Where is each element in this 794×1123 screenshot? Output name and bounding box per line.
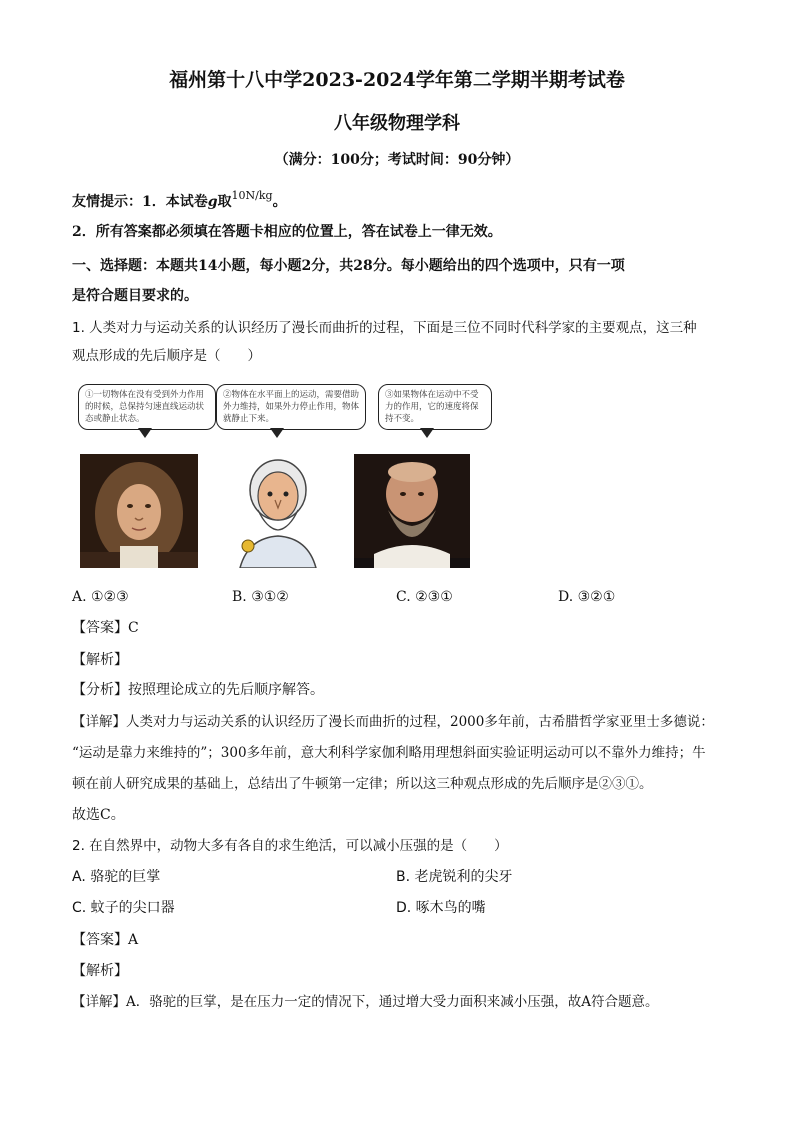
q2-stem: 2. 在自然界中，动物大多有各自的求生绝活，可以减小压强的是（ ）	[72, 838, 508, 854]
bubble-3: ③如果物体在运动中不受力的作用，它的速度将保持不变。	[378, 384, 492, 430]
q1-option-d: D. ③②①	[558, 589, 616, 605]
q2-answer: 【答案】A	[72, 932, 139, 948]
q1-xiangjie-2: “运动是靠力来维持的”；300多年前，意大利科学家伽利略用理想斜面实验证明运动可以不靠外力维持；牛	[72, 745, 706, 761]
bubble-3-tail	[420, 428, 434, 438]
bubble-1: ①一切物体在没有受到外力作用的时候，总保持匀速直线运动状态或静止状态。	[78, 384, 216, 430]
q1-stem-2: 观点形成的先后顺序是（ ）	[72, 348, 261, 364]
q2-xiangjie: 【详解】A．骆驼的巨掌，是在压力一定的情况下，通过增大受力面积来减小压强，故A符合题意。	[72, 994, 659, 1010]
q1-xiangjie-1: 【详解】人类对力与运动关系的认识经历了漫长而曲折的过程，2000多年前，古希腊哲学家亚里士多德说：	[72, 714, 714, 730]
tip-mid: 取	[217, 194, 232, 210]
q1-analysis-label: 【解析】	[72, 652, 128, 668]
q2-option-b: B. 老虎锐利的尖牙	[396, 869, 513, 885]
bubble-2: ②物体在水平面上的运动，需要借助外力维持，如果外力停止作用，物体就静止下来。	[216, 384, 366, 430]
q1-answer: 【答案】C	[72, 620, 139, 636]
g-value: 10N/kg	[231, 189, 273, 202]
bubble-2-tail	[270, 428, 284, 438]
q1-fenxi: 【分析】按照理论成立的先后顺序解答。	[72, 682, 324, 698]
q1-option-c: C. ②③①	[396, 589, 453, 605]
section-heading-2: 是符合题目要求的。	[72, 288, 198, 304]
bubble-1-tail	[138, 428, 152, 438]
section-heading-1: 一、选择题：本题共14小题，每小题2分，共28分。每小题给出的四个选项中，只有一项	[72, 258, 625, 274]
page-subtitle: 八年级物理学科	[334, 113, 460, 134]
aristotle-portrait	[218, 450, 338, 568]
g-symbol: g	[207, 194, 218, 210]
q1-option-b: B. ③①②	[232, 589, 289, 605]
q1-stem-1: 1. 人类对力与运动关系的认识经历了漫长而曲折的过程，下面是三位不同时代科学家的主要观点，这三种	[72, 320, 697, 336]
newton-portrait	[80, 454, 198, 568]
q2-option-c: C. 蚊子的尖口器	[72, 900, 175, 916]
galileo-portrait	[354, 454, 470, 568]
q2-option-a: A. 骆驼的巨掌	[72, 869, 161, 885]
q2-option-d: D. 啄木鸟的嘴	[396, 900, 486, 916]
page-title: 福州第十八中学2023-2024学年第二学期半期考试卷	[169, 69, 625, 91]
tip-prefix: 友情提示：1．本试卷	[72, 194, 208, 210]
score-info: （满分：100分；考试时间：90分钟）	[274, 152, 520, 168]
tip-end: 。	[272, 194, 287, 210]
q1-option-a: A. ①②③	[72, 589, 129, 605]
tip-line-1	[72, 186, 734, 212]
q2-analysis-label: 【解析】	[72, 963, 128, 979]
q1-conclusion: 故选C。	[72, 807, 125, 823]
tip-line-2: 2．所有答案都必须填在答题卡相应的位置上，答在试卷上一律无效。	[72, 224, 502, 240]
q1-xiangjie-3: 顿在前人研究成果的基础上，总结出了牛顿第一定律；所以这三种观点形成的先后顺序是②③①。	[72, 776, 653, 792]
